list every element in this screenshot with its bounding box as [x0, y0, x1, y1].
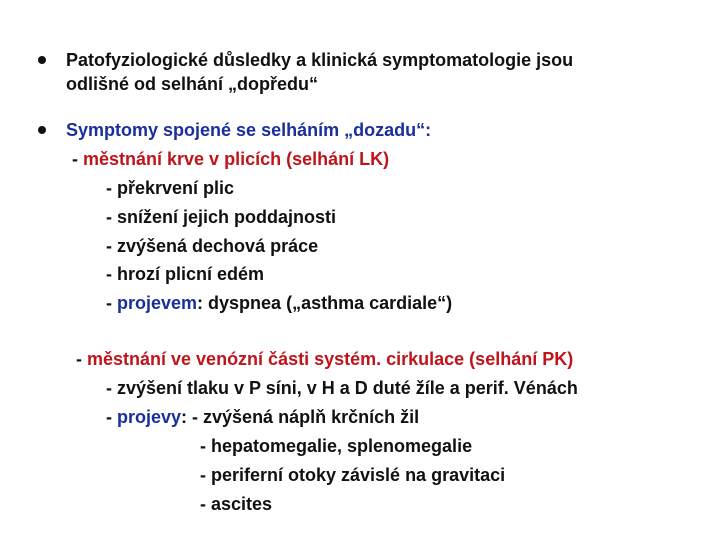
- left-item: - hrozí plicní edém: [106, 264, 265, 284]
- left-heart-failure-title: městnání krve v plicích (selhání LK): [83, 149, 390, 169]
- right-item: - zvýšení tlaku v P síni, v H a D duté žíle a perif. Vénách: [106, 378, 578, 398]
- manifest-text: : - zvýšená náplň krčních žil: [181, 407, 420, 427]
- manifest-text: : dyspnea („asthma cardiale“): [197, 293, 453, 313]
- right-manifestation: [106, 403, 419, 432]
- manifest-label: projevy: [117, 407, 182, 427]
- dash: -: [76, 349, 87, 369]
- left-manifestation: [106, 289, 452, 318]
- bullet-dot-1: [38, 56, 46, 64]
- dash: -: [106, 293, 117, 313]
- left-heart-failure-heading: [72, 145, 389, 174]
- bullet1-line2: odlišné od selhání „dopředu“: [66, 74, 319, 94]
- bullet-dot-2: [38, 126, 46, 134]
- right-heart-failure-heading: [76, 345, 573, 374]
- left-item: - zvýšená dechová práce: [106, 236, 319, 256]
- manifest-label: projevem: [117, 293, 198, 313]
- dash: -: [106, 407, 117, 427]
- right-item: - periferní otoky závislé na gravitaci: [200, 465, 506, 485]
- bullet1-line1: Patofyziologické důsledky a klinická symptomatologie jsou: [66, 50, 574, 70]
- right-item: - ascites: [200, 494, 273, 514]
- left-item: - překrvení plic: [106, 178, 235, 198]
- right-heart-failure-title: městnání ve venózní části systém. cirkulace (selhání PK): [87, 349, 574, 369]
- left-item: - snížení jejich poddajnosti: [106, 207, 337, 227]
- bullet2-heading: Symptomy spojené se selháním „dozadu“:: [66, 120, 432, 140]
- right-item: - hepatomegalie, splenomegalie: [200, 436, 473, 456]
- dash: -: [72, 149, 83, 169]
